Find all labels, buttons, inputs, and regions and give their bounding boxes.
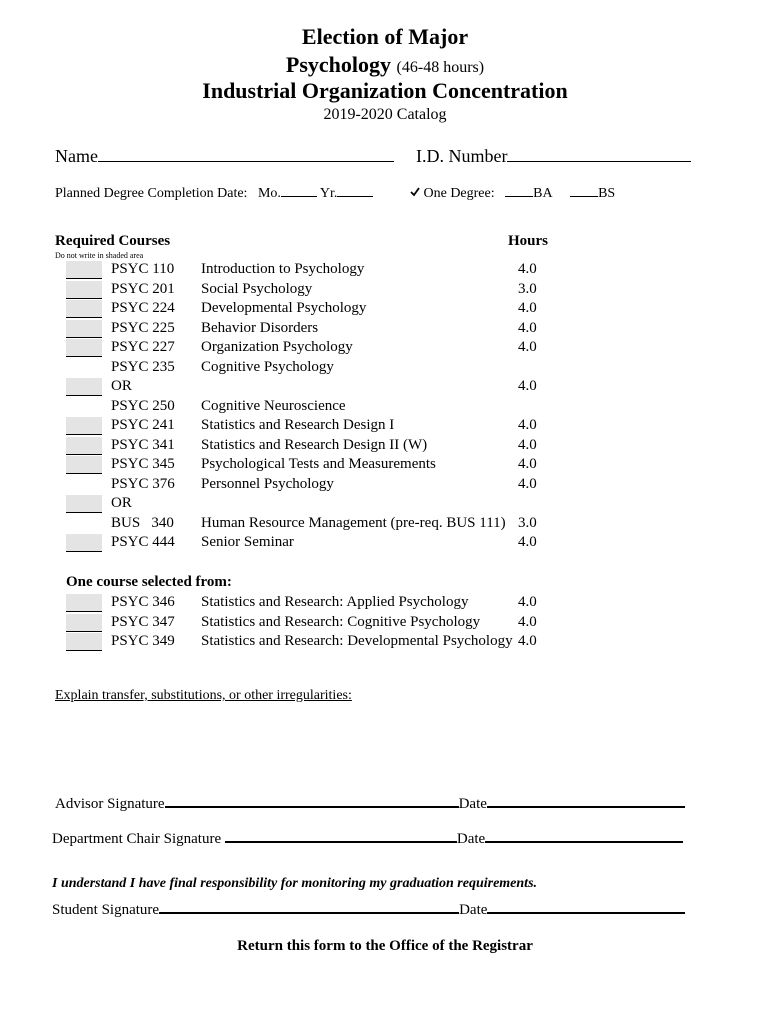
year-line[interactable]: [337, 195, 373, 197]
course-name: Senior Seminar: [201, 534, 294, 550]
advisor-date-line[interactable]: [487, 805, 685, 808]
id-number-label: I.D. Number: [416, 146, 508, 166]
year-label: Yr.: [319, 186, 338, 201]
course-hours: 4.0: [518, 534, 537, 550]
course-hours: 4.0: [518, 300, 537, 316]
student-signature-line[interactable]: [159, 911, 459, 914]
shaded-check-box: [66, 633, 102, 651]
course-name: Developmental Psychology: [201, 300, 367, 316]
course-name: Cognitive Neuroscience: [201, 397, 346, 414]
bs-line[interactable]: [570, 195, 598, 197]
course-code: PSYC 341: [111, 436, 175, 453]
name-label: Name: [55, 146, 98, 166]
month-line[interactable]: [281, 195, 317, 197]
hours-note: (46-48 hours): [396, 59, 485, 76]
title-line-1: Election of Major: [301, 24, 469, 49]
course-name: Statistics and Research Design II (W): [201, 436, 428, 453]
responsibility-statement: I understand I have final responsibility for monitoring my graduation requirements.: [52, 876, 538, 891]
chair-date-label: Date: [456, 831, 486, 847]
course-name: Statistics and Research: Developmental Psychology: [201, 633, 513, 649]
hours-heading: Hours: [508, 233, 549, 249]
course-name: Behavior Disorders: [201, 319, 319, 336]
course-name: Cognitive Psychology: [201, 358, 334, 375]
shaded-check-box: [66, 437, 102, 455]
course-code: OR: [111, 495, 132, 511]
course-hours: 4.0: [518, 594, 537, 610]
name-field[interactable]: [55, 146, 394, 167]
shaded-check-box: [66, 300, 102, 318]
course-code: PSYC 347: [111, 613, 175, 630]
course-code: PSYC 227: [111, 339, 175, 355]
course-hours: 4.0: [518, 319, 537, 336]
advisor-signature-line[interactable]: [165, 805, 459, 808]
course-code: PSYC 345: [111, 456, 175, 472]
chair-signature-line[interactable]: [225, 840, 457, 843]
course-code: PSYC 110: [111, 261, 175, 277]
shaded-check-box: [66, 534, 102, 552]
course-name: Statistics and Research: Applied Psychology: [201, 594, 469, 610]
shaded-area-note: Do not write in shaded area: [55, 251, 144, 260]
shaded-check-box: [66, 378, 102, 396]
course-hours: 3.0: [518, 280, 537, 297]
course-code: PSYC 241: [111, 417, 175, 433]
shaded-check-box: [66, 594, 102, 612]
course-code: PSYC 201: [111, 280, 175, 297]
explain-area[interactable]: [55, 710, 715, 780]
course-code: PSYC 444: [111, 534, 175, 550]
student-date-line[interactable]: [487, 911, 685, 914]
course-code: BUS 340: [111, 514, 174, 531]
course-hours: 4.0: [518, 456, 537, 472]
shaded-check-box: [66, 614, 102, 632]
ba-label: BA: [533, 186, 553, 201]
concentration-title: Industrial Organization Concentration: [202, 78, 568, 103]
course-code: PSYC 346: [111, 594, 175, 610]
month-label: Mo.: [257, 186, 281, 201]
chair-signature-label: Department Chair Signature: [52, 831, 222, 847]
course-code: OR: [111, 378, 132, 394]
degree-row: [410, 186, 615, 202]
course-hours: 3.0: [518, 514, 537, 531]
shaded-check-box: [66, 320, 102, 338]
course-hours: 4.0: [518, 436, 537, 453]
student-date-label: Date: [459, 902, 488, 918]
completion-date-row: [55, 186, 373, 202]
course-hours: 4.0: [518, 417, 537, 433]
course-hours: 4.0: [518, 613, 537, 630]
id-number-field[interactable]: [416, 146, 691, 167]
course-code: PSYC 235: [111, 358, 175, 375]
course-hours: 4.0: [518, 261, 537, 277]
elective-heading: One course selected from:: [66, 574, 232, 590]
checkmark-icon: [410, 187, 420, 197]
student-signature-label: Student Signature: [52, 902, 160, 918]
course-name: Social Psychology: [201, 280, 313, 297]
advisor-date-label: Date: [458, 796, 487, 812]
course-code: PSYC 376: [111, 475, 175, 492]
course-name: Statistics and Research: Cognitive Psychology: [201, 613, 481, 630]
shaded-check-box: [66, 417, 102, 435]
course-name: Organization Psychology: [201, 339, 353, 355]
chair-date-line[interactable]: [485, 840, 683, 843]
chair-signature-row: [52, 831, 683, 848]
course-hours: 4.0: [518, 339, 537, 355]
course-hours: 4.0: [518, 378, 537, 394]
course-code: PSYC 224: [111, 300, 175, 316]
course-code: PSYC 225: [111, 319, 175, 336]
return-instruction: Return this form to the Office of the Registrar: [237, 938, 533, 954]
required-courses-heading: Required Courses: [55, 233, 171, 249]
shaded-check-box: [66, 456, 102, 474]
course-code: PSYC 250: [111, 397, 175, 414]
course-name: Introduction to Psychology: [201, 261, 365, 277]
shaded-check-box: [66, 281, 102, 299]
student-signature-row: [52, 902, 685, 919]
course-name: Statistics and Research Design I: [201, 417, 395, 433]
shaded-check-box: [66, 339, 102, 357]
shaded-check-box: [66, 495, 102, 513]
advisor-signature-row: [55, 796, 685, 813]
ba-line[interactable]: [505, 195, 533, 197]
course-hours: 4.0: [518, 633, 537, 649]
name-line[interactable]: [98, 160, 394, 162]
id-number-line[interactable]: [507, 160, 691, 162]
shaded-check-box: [66, 261, 102, 279]
course-name: Personnel Psychology: [201, 475, 334, 492]
title-line-2: [0, 52, 770, 78]
advisor-signature-label: Advisor Signature: [55, 796, 165, 812]
course-hours: 4.0: [518, 475, 537, 492]
course-name: Human Resource Management (pre-req. BUS 111): [201, 514, 506, 531]
catalog-year: 2019-2020 Catalog: [323, 106, 447, 123]
major-name: Psychology: [285, 52, 392, 77]
bs-label: BS: [598, 186, 616, 201]
course-code: PSYC 349: [111, 633, 175, 649]
explain-label: Explain transfer, substitutions, or other irregularities:: [55, 688, 352, 703]
one-degree-label: One Degree:: [423, 186, 495, 201]
course-name: Psychological Tests and Measurements: [201, 456, 436, 472]
completion-label: Planned Degree Completion Date:: [55, 186, 248, 201]
